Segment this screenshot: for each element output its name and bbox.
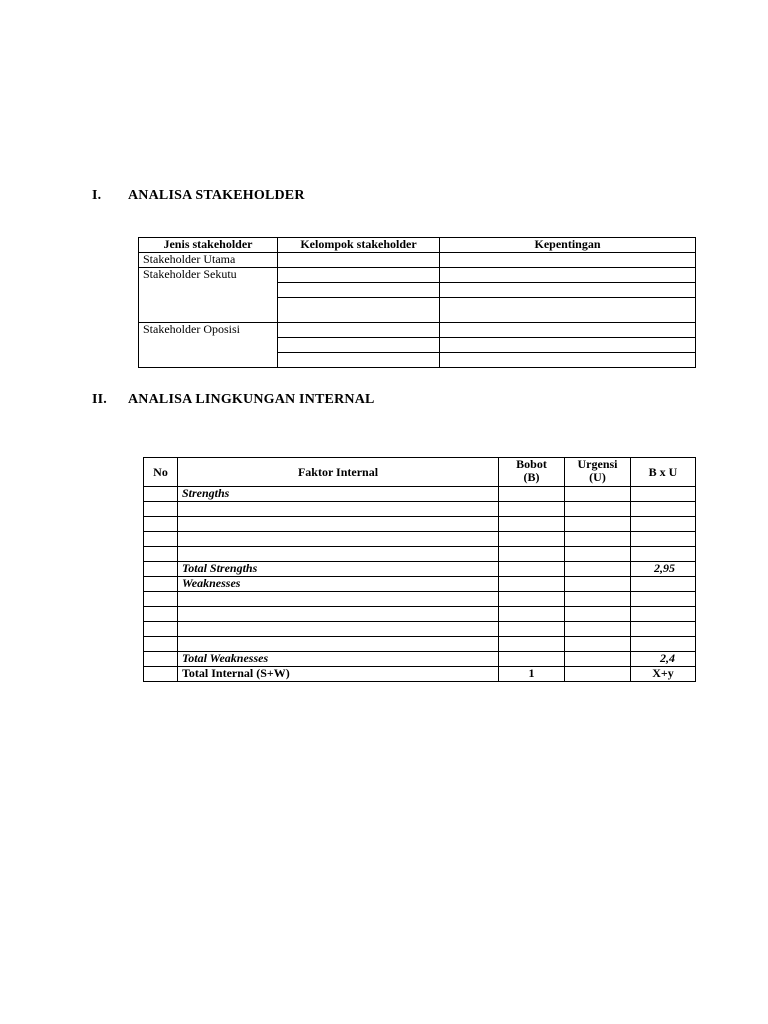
table-cell: [565, 517, 631, 532]
table-cell: [565, 532, 631, 547]
col-header-bxu: B x U: [631, 458, 696, 487]
table-cell: [278, 338, 440, 353]
table-cell: [178, 532, 499, 547]
table-cell: [631, 577, 696, 592]
section-1-heading: [92, 188, 392, 206]
table-row: [144, 562, 696, 577]
table-cell: [565, 637, 631, 652]
table-cell: [499, 517, 565, 532]
total-weaknesses-value: 2,4: [631, 652, 696, 667]
table-cell: [178, 517, 499, 532]
table-row: [139, 268, 696, 283]
table-cell: [499, 652, 565, 667]
table-row: [144, 487, 696, 502]
table-header-row: [144, 458, 696, 487]
col-header-bobot: Bobot (B): [499, 458, 565, 487]
table-cell: [565, 592, 631, 607]
group-oposisi: Stakeholder Oposisi: [139, 323, 278, 368]
total-internal-label: Total Internal (S+W): [178, 667, 499, 682]
table-cell: [499, 487, 565, 502]
section-2-title: ANALISA LINGKUNGAN INTERNAL: [128, 392, 375, 407]
table-cell: [440, 268, 696, 283]
table-cell: [178, 622, 499, 637]
table-row: [144, 592, 696, 607]
col-header-faktor: Faktor Internal: [178, 458, 499, 487]
internal-factor-table: [143, 457, 696, 682]
col-header-no: No: [144, 458, 178, 487]
table-cell: [499, 547, 565, 562]
total-strengths-value: 2,95: [631, 562, 696, 577]
table-cell: [631, 592, 696, 607]
col-header-urgensi: Urgensi (U): [565, 458, 631, 487]
table-cell: [144, 517, 178, 532]
table-cell: [178, 502, 499, 517]
col-header-kelompok: Kelompok stakeholder: [278, 238, 440, 253]
total-internal-bxu: X+y: [631, 667, 696, 682]
table-cell: [144, 562, 178, 577]
table-cell: [631, 502, 696, 517]
col-header-jenis: Jenis stakeholder: [139, 238, 278, 253]
table-cell: [144, 547, 178, 562]
table-cell: [499, 502, 565, 517]
table-cell: [499, 607, 565, 622]
section-1-title: ANALISA STAKEHOLDER: [128, 188, 305, 203]
table-row: [144, 577, 696, 592]
table-cell: [278, 283, 440, 298]
table-cell: [565, 547, 631, 562]
table-cell: [440, 353, 696, 368]
table-row: [139, 323, 696, 338]
section-2-number: II.: [92, 392, 107, 407]
table-cell: [565, 652, 631, 667]
table-cell: [440, 323, 696, 338]
table-row: [144, 502, 696, 517]
table-cell: [278, 253, 440, 268]
table-row: [144, 547, 696, 562]
group-sekutu: Stakeholder Sekutu: [139, 268, 278, 323]
table-row: [144, 532, 696, 547]
table-cell: [178, 607, 499, 622]
table-cell: [631, 607, 696, 622]
table-cell: [631, 622, 696, 637]
table-cell: [499, 562, 565, 577]
table-cell: [440, 298, 696, 323]
table-cell: [178, 592, 499, 607]
total-weaknesses-label: Total Weaknesses: [178, 652, 499, 667]
table-cell: [440, 253, 696, 268]
table-cell: [144, 652, 178, 667]
table-cell: [144, 592, 178, 607]
table-cell: [499, 592, 565, 607]
section-2-heading: [92, 392, 492, 410]
table-cell: [499, 622, 565, 637]
table-cell: [144, 667, 178, 682]
table-cell: [565, 487, 631, 502]
table-cell: [631, 637, 696, 652]
table-cell: [144, 607, 178, 622]
table-cell: [565, 622, 631, 637]
stakeholder-table: [138, 237, 696, 368]
strengths-label: Strengths: [178, 487, 499, 502]
total-strengths-label: Total Strengths: [178, 562, 499, 577]
table-cell: [440, 283, 696, 298]
table-cell: [631, 517, 696, 532]
table-cell: [278, 268, 440, 283]
table-cell: [565, 607, 631, 622]
table-cell: [565, 667, 631, 682]
section-1-number: I.: [92, 188, 102, 203]
table-cell: [278, 323, 440, 338]
table-row: [144, 517, 696, 532]
table-cell: [499, 577, 565, 592]
table-cell: [144, 487, 178, 502]
table-cell: [631, 487, 696, 502]
table-cell: [631, 532, 696, 547]
table-row: [144, 607, 696, 622]
table-row: [139, 253, 696, 268]
table-row: [144, 637, 696, 652]
table-cell: [565, 577, 631, 592]
table-cell: [278, 298, 440, 323]
table-cell: [278, 353, 440, 368]
table-cell: [440, 338, 696, 353]
table-row: [144, 652, 696, 667]
col-header-kepentingan: Kepentingan: [440, 238, 696, 253]
table-cell: [499, 637, 565, 652]
table-cell: [144, 637, 178, 652]
table-cell: [144, 532, 178, 547]
total-internal-bobot: 1: [499, 667, 565, 682]
table-cell: [144, 577, 178, 592]
table-cell: [631, 547, 696, 562]
table-cell: [565, 502, 631, 517]
table-header-row: [139, 238, 696, 253]
table-cell: [565, 562, 631, 577]
table-cell: [144, 622, 178, 637]
table-row: [144, 622, 696, 637]
weaknesses-label: Weaknesses: [178, 577, 499, 592]
group-utama: Stakeholder Utama: [139, 253, 278, 268]
table-cell: [178, 637, 499, 652]
table-row: [144, 667, 696, 682]
table-cell: [144, 502, 178, 517]
table-cell: [499, 532, 565, 547]
table-cell: [178, 547, 499, 562]
